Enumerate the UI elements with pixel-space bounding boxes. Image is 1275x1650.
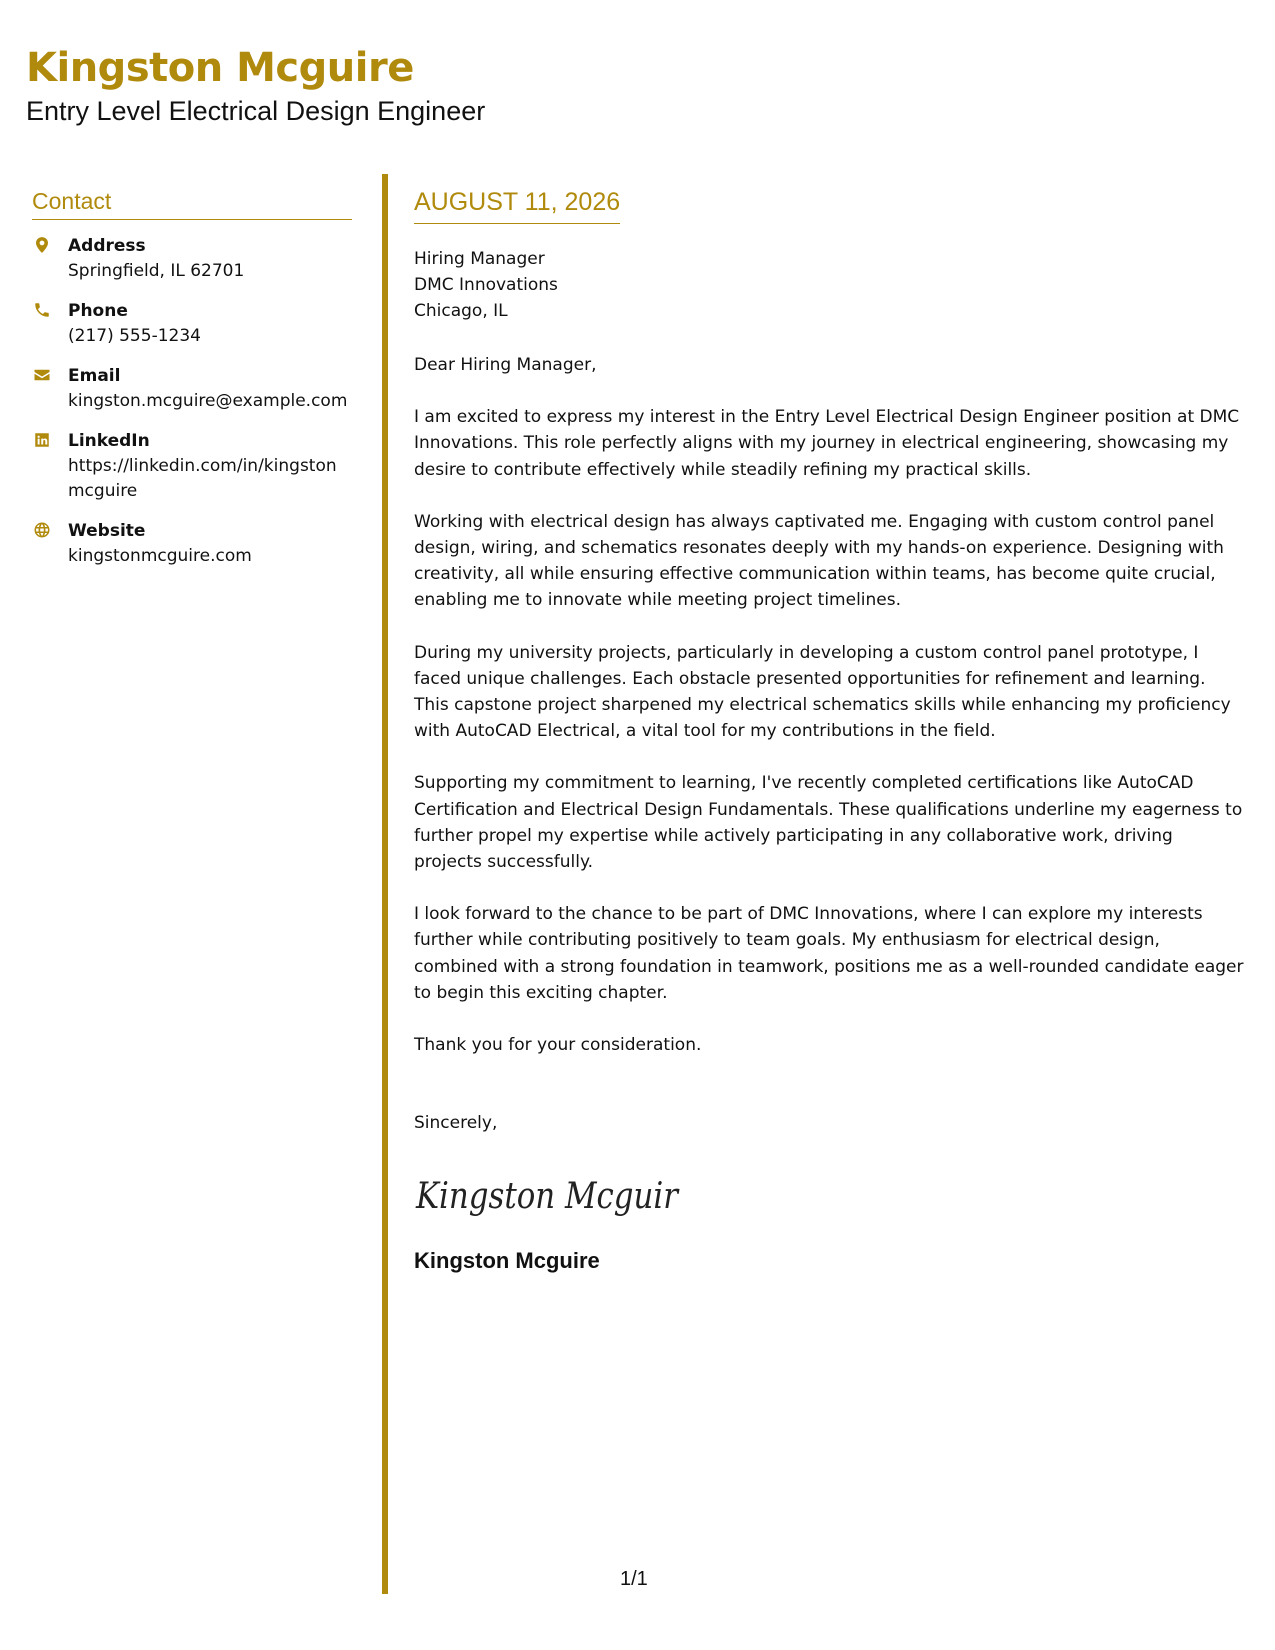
recipient-line: Hiring Manager [414,249,545,269]
contact-item-email [32,364,352,414]
letter-paragraph: Thank you for your consideration. [414,1035,702,1056]
letter-body [414,190,1244,1275]
email-icon [32,364,52,414]
recipient-line: Chicago, IL [414,301,508,321]
letter-paragraph: I am excited to express my interest in the Entry Level Electrical Design Engineer position at DMC Innovations. This role perfectly aligns with my journey in electrical engineering, showcasing my desire to contribute effectively while steadily refining my practical skills. [414,407,1240,480]
job-title: Entry Level Electrical Design Engineer [26,96,486,126]
signed-name: Kingston Mcguire [414,1248,600,1274]
closing: Sincerely, [414,1113,498,1134]
contact-sidebar [32,188,352,584]
phone-icon [32,299,52,349]
contact-label: Website [68,521,146,541]
contact-label: Phone [68,301,128,321]
salutation: Dear Hiring Manager, [414,355,597,375]
recipient-block [414,246,1244,324]
contact-item-address [32,234,352,284]
contact-value: Springfield, IL 62701 [68,261,245,281]
letter-paragraph: Supporting my commitment to learning, I've recently completed certifications like AutoCAD Certification and Electrical Design Fundamentals. These qualifications underline my eagerness to further propel my expertise while actively participating in any collaborative work, driving projects successfully. [414,773,1243,873]
contact-heading: Contact [32,188,352,220]
contact-item-phone [32,299,352,349]
map-pin-icon [32,234,52,284]
contact-item-linkedin [32,429,352,504]
vertical-divider [382,174,388,1594]
contact-website-link[interactable]: kingstonmcguire.com [68,546,252,566]
letter-date: AUGUST 11, 2026 [414,190,620,224]
letter-paragraph: I look forward to the chance to be part of DMC Innovations, where I can explore my interests further while contributing positively to team goals. My enthusiasm for electrical design, combined with a strong foundation in teamwork, positions me as a well-rounded candidate eager to begin this exciting chapter. [414,904,1244,1003]
contact-value: (217) 555-1234 [68,326,201,346]
contact-label: LinkedIn [68,431,150,451]
signature-text: Kingston Mcguir [415,1176,680,1218]
letter-paragraph: During my university projects, particularly in developing a custom control panel prototype, I faced unique challenges. Each obstacle presented opportunities for refinement and learning. This capstone project sharpened my electrical schematics skills while enhancing my proficiency with AutoCAD Electrical, a vital tool for my contributions in the field. [414,642,1231,742]
candidate-name: Kingston Mcguire [26,45,414,91]
linkedin-icon [32,429,52,504]
globe-icon [32,519,52,569]
handwritten-signature [414,1160,1244,1230]
contact-item-website [32,519,352,569]
header [26,45,486,126]
letter-paragraph: Working with electrical design has always captivated me. Engaging with custom control panel design, wiring, and schematics resonates deeply with my hands-on experience. Designing with creativity, all while ensuring effective communication within teams, has become quite crucial, enabling me to innovate while meeting project timelines. [414,511,1224,611]
contact-label: Email [68,366,121,386]
recipient-line: DMC Innovations [414,275,558,295]
page-number: 1/1 [620,1568,648,1590]
contact-email-link[interactable]: kingston.mcguire@example.com [68,391,348,411]
contact-linkedin-link[interactable]: https://linkedin.com/in/kingstonmcguire [68,456,337,501]
contact-label: Address [68,236,146,256]
